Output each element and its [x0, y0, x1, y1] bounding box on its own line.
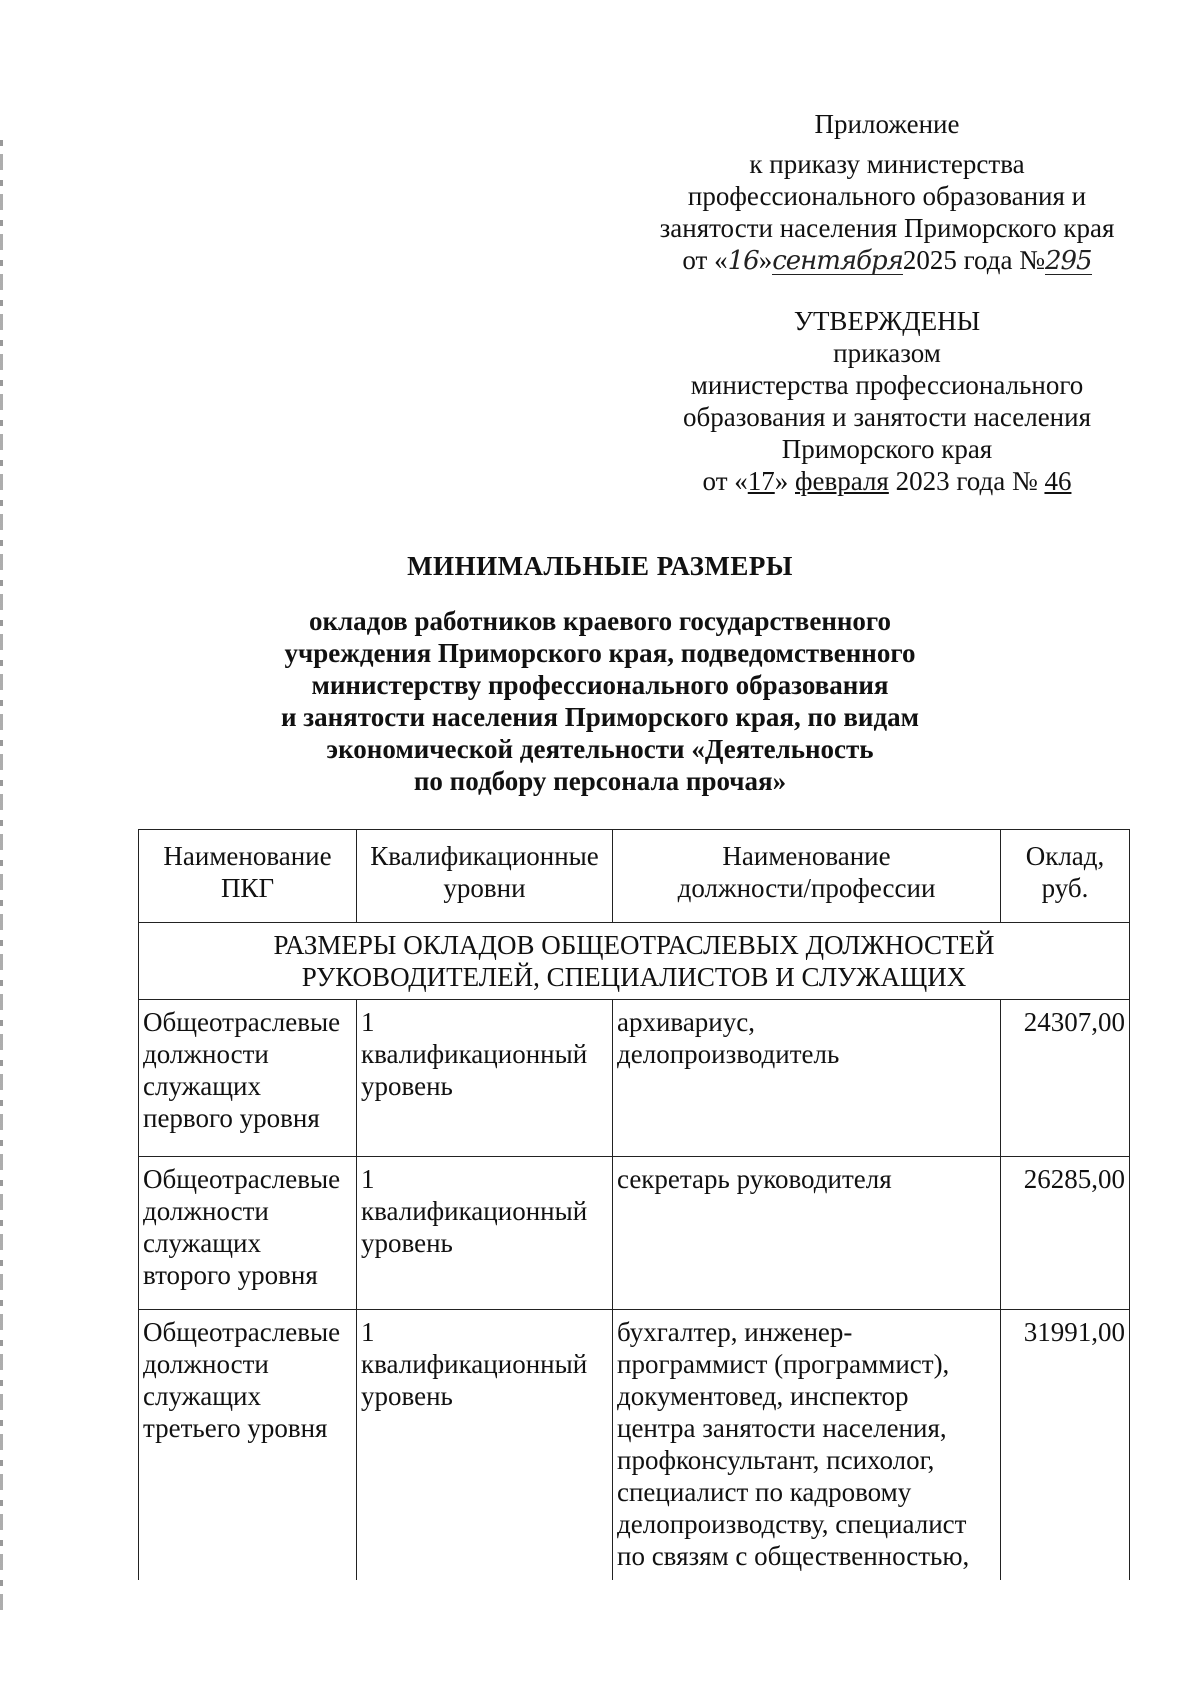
- appendix-line: к приказу министерства: [749, 149, 1025, 179]
- approved-line: приказом: [833, 338, 941, 368]
- approved-line: министерства профессионального: [690, 370, 1084, 400]
- cell-positions: архивариус, делопроизводитель: [613, 1000, 1001, 1157]
- date-mid: »: [774, 466, 795, 496]
- cell-salary: 26285,00: [1001, 1157, 1130, 1310]
- approved-heading: УТВЕРЖДЕНЫ: [793, 306, 981, 336]
- cell-positions: бухгалтер, инженер- программист (программист), документовед, инспектор центра занятости населения, профконсультант, психолог, специалист по кадровому делопроизводству, специалист по связям с общественностью,: [613, 1310, 1001, 1581]
- header-qual-level: Квалификационные уровни: [357, 830, 613, 923]
- cell-salary: 31991,00: [1001, 1310, 1130, 1581]
- table-row: [139, 1157, 1130, 1310]
- date-prefix: от «: [682, 245, 728, 275]
- approved-line: Приморского края: [781, 434, 993, 464]
- cell-level: 1 квалификационный уровень: [357, 1310, 613, 1581]
- cell-salary: 24307,00: [1001, 1000, 1130, 1157]
- subtitle-line: окладов работников краевого государственного: [308, 606, 892, 636]
- section-heading: РАЗМЕРЫ ОКЛАДОВ ОБЩЕОТРАСЛЕВЫХ ДОЛЖНОСТЕЙ РУКОВОДИТЕЛЕЙ, СПЕЦИАЛИСТОВ И СЛУЖАЩИХ: [139, 923, 1130, 1000]
- table-section-row: [139, 923, 1130, 1000]
- subtitle-line: экономической деятельности «Деятельность: [326, 734, 874, 764]
- subtitle-line: и занятости населения Приморского края, по видам: [280, 702, 920, 732]
- table-row: [139, 1310, 1130, 1581]
- cell-pkg: Общеотраслевые должности служащих третьего уровня: [139, 1310, 357, 1581]
- appendix-line: профессионального образования и: [687, 181, 1087, 211]
- cell-level: 1 квалификационный уровень: [357, 1157, 613, 1310]
- approved-date: [627, 465, 1147, 497]
- salary-table: [138, 829, 1130, 1580]
- approved-number: 46: [1044, 466, 1072, 496]
- approved-month: февраля: [795, 466, 889, 496]
- appendix-line: занятости населения Приморского края: [659, 213, 1115, 243]
- document-title: МИНИМАЛЬНЫЕ РАЗМЕРЫ: [407, 551, 793, 581]
- header-position: Наименование должности/профессии: [613, 830, 1001, 923]
- handwritten-month: сентября: [772, 246, 903, 276]
- approved-day: 17: [747, 466, 775, 496]
- cell-pkg: Общеотраслевые должности служащих второго уровня: [139, 1157, 357, 1310]
- cell-positions: секретарь руководителя: [613, 1157, 1001, 1310]
- document-subtitle: [0, 605, 1200, 797]
- table-row: [139, 1000, 1130, 1157]
- appendix-date: [627, 244, 1147, 277]
- date-mid: »: [758, 245, 773, 275]
- date-year: 2025 года №: [902, 245, 1045, 275]
- date-year: 2023 года №: [888, 466, 1045, 496]
- subtitle-line: по подбору персонала прочая»: [413, 766, 787, 796]
- appendix-block: [627, 108, 1147, 277]
- cell-pkg: Общеотраслевые должности служащих первого уровня: [139, 1000, 357, 1157]
- handwritten-day: 16: [727, 246, 759, 276]
- header-pkg: Наименование ПКГ: [139, 830, 357, 923]
- handwritten-number: 295: [1044, 246, 1092, 276]
- cell-level: 1 квалификационный уровень: [357, 1000, 613, 1157]
- scan-edge-artifact: [0, 140, 3, 1620]
- subtitle-line: учреждения Приморского края, подведомственного: [284, 638, 916, 668]
- approved-block: [627, 305, 1147, 497]
- appendix-line: Приложение: [814, 109, 960, 139]
- subtitle-line: министерству профессионального образования: [311, 670, 889, 700]
- date-prefix: от «: [702, 466, 748, 496]
- approved-line: образования и занятости населения: [683, 402, 1091, 432]
- header-salary: Оклад, руб.: [1001, 830, 1130, 923]
- table-header-row: [139, 830, 1130, 923]
